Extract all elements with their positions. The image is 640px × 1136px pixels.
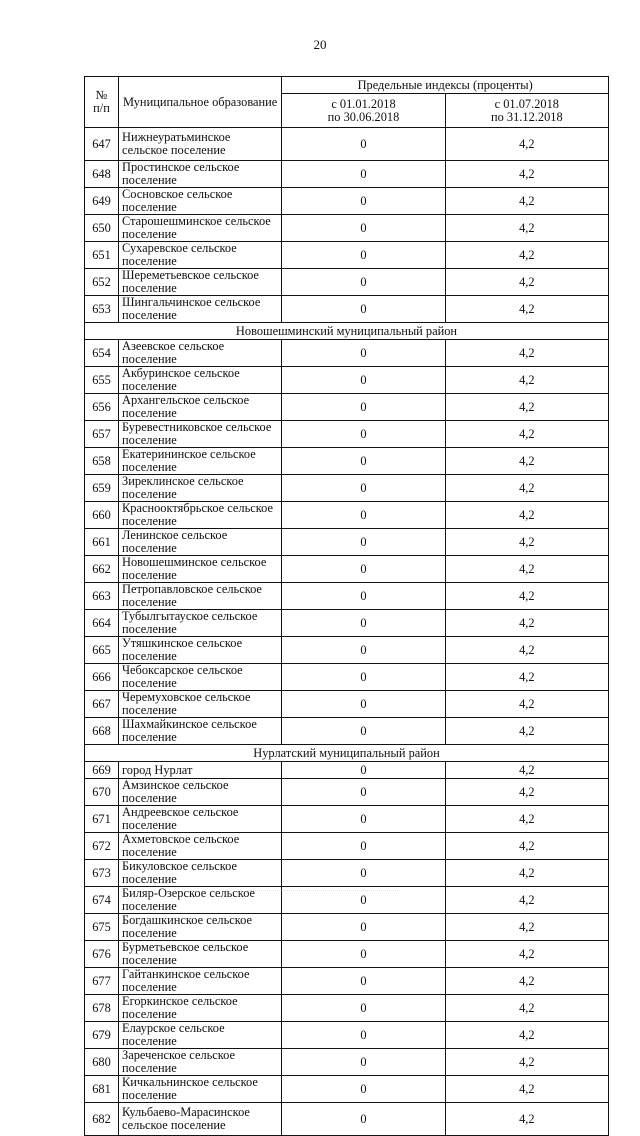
index-period-2: 4,2 xyxy=(445,215,608,242)
row-number: 657 xyxy=(85,421,119,448)
index-period-1: 0 xyxy=(282,1076,445,1103)
table-row xyxy=(85,367,609,394)
index-period-1: 0 xyxy=(282,610,445,637)
table-row xyxy=(85,968,609,995)
row-number: 676 xyxy=(85,941,119,968)
index-period-1: 0 xyxy=(282,968,445,995)
index-period-1: 0 xyxy=(282,215,445,242)
index-period-2: 4,2 xyxy=(445,583,608,610)
index-period-2: 4,2 xyxy=(445,394,608,421)
municipality-name: Сосновское сельское поселение xyxy=(119,188,282,215)
index-period-2: 4,2 xyxy=(445,1103,608,1136)
municipality-name: Ахметовское сельское поселение xyxy=(119,833,282,860)
index-period-2: 4,2 xyxy=(445,941,608,968)
municipality-name: Биляр-Озерское сельское поселение xyxy=(119,887,282,914)
table-row xyxy=(85,215,609,242)
header-municipality: Муниципальное образование xyxy=(119,77,282,128)
index-period-1: 0 xyxy=(282,941,445,968)
index-period-2: 4,2 xyxy=(445,529,608,556)
table-row xyxy=(85,914,609,941)
table-body xyxy=(85,128,609,1136)
municipality-name: Амзинское сельское поселение xyxy=(119,779,282,806)
municipality-name: Черемуховское сельское поселение xyxy=(119,691,282,718)
table-row xyxy=(85,833,609,860)
index-period-2: 4,2 xyxy=(445,718,608,745)
index-period-1: 0 xyxy=(282,161,445,188)
table-row xyxy=(85,394,609,421)
table-row xyxy=(85,664,609,691)
index-period-2: 4,2 xyxy=(445,806,608,833)
row-number: 652 xyxy=(85,269,119,296)
municipality-name: Егоркинское сельское поселение xyxy=(119,995,282,1022)
index-period-2: 4,2 xyxy=(445,610,608,637)
index-period-1: 0 xyxy=(282,529,445,556)
municipality-name: Акбуринское сельское поселение xyxy=(119,367,282,394)
index-period-2: 4,2 xyxy=(445,779,608,806)
municipality-name: Ленинское сельское поселение xyxy=(119,529,282,556)
table-row xyxy=(85,1103,609,1136)
scan-artifact xyxy=(250,890,400,897)
index-period-1: 0 xyxy=(282,128,445,161)
municipality-name: Шингальчинское сельское поселение xyxy=(119,296,282,323)
table-row xyxy=(85,718,609,745)
district-header-row xyxy=(85,323,609,340)
header-period-2: с 01.07.2018 по 31.12.2018 xyxy=(445,94,608,128)
table-row xyxy=(85,161,609,188)
indices-table xyxy=(84,76,609,1136)
municipality-name: Бурметьевское сельское поселение xyxy=(119,941,282,968)
index-period-1: 0 xyxy=(282,779,445,806)
page-number: 20 xyxy=(313,37,327,52)
header-row-1 xyxy=(85,77,609,94)
row-number: 649 xyxy=(85,188,119,215)
table-row xyxy=(85,269,609,296)
index-period-2: 4,2 xyxy=(445,188,608,215)
index-period-2: 4,2 xyxy=(445,995,608,1022)
municipality-name: Екатерининское сельское поселение xyxy=(119,448,282,475)
index-period-1: 0 xyxy=(282,394,445,421)
municipality-name: Нижнеуратьминское сельское поселение xyxy=(119,128,282,161)
municipality-name: Сухаревское сельское поселение xyxy=(119,242,282,269)
row-number: 680 xyxy=(85,1049,119,1076)
row-number: 656 xyxy=(85,394,119,421)
municipality-name: Кульбаево-Марасинское сельское поселение xyxy=(119,1103,282,1136)
municipality-name: Старошешминское сельское поселение xyxy=(119,215,282,242)
index-period-1: 0 xyxy=(282,914,445,941)
index-period-2: 4,2 xyxy=(445,1022,608,1049)
index-period-2: 4,2 xyxy=(445,968,608,995)
table-row xyxy=(85,296,609,323)
row-number: 666 xyxy=(85,664,119,691)
index-period-2: 4,2 xyxy=(445,242,608,269)
index-period-1: 0 xyxy=(282,995,445,1022)
index-period-2: 4,2 xyxy=(445,421,608,448)
municipality-name: Зареченское сельское поселение xyxy=(119,1049,282,1076)
municipality-name: Краснооктябрьское сельское поселение xyxy=(119,502,282,529)
row-number: 647 xyxy=(85,128,119,161)
index-period-2: 4,2 xyxy=(445,637,608,664)
table-row xyxy=(85,1049,609,1076)
index-period-1: 0 xyxy=(282,502,445,529)
district-name: Новошешминский муниципальный район xyxy=(85,323,609,340)
row-number: 674 xyxy=(85,887,119,914)
municipality-name: Андреевское сельское поселение xyxy=(119,806,282,833)
district-name: Нурлатский муниципальный район xyxy=(85,745,609,762)
header-period-1: с 01.01.2018 по 30.06.2018 xyxy=(282,94,445,128)
table-row xyxy=(85,762,609,779)
index-period-1: 0 xyxy=(282,833,445,860)
row-number: 659 xyxy=(85,475,119,502)
row-number: 662 xyxy=(85,556,119,583)
index-period-2: 4,2 xyxy=(445,833,608,860)
header-indices: Предельные индексы (проценты) xyxy=(282,77,609,94)
municipality-name: город Нурлат xyxy=(119,762,282,779)
municipality-name: Азеевское сельское поселение xyxy=(119,340,282,367)
row-number: 650 xyxy=(85,215,119,242)
municipality-name: Буревестниковское сельское поселение xyxy=(119,421,282,448)
municipality-name: Кичкальнинское сельское поселение xyxy=(119,1076,282,1103)
index-period-1: 0 xyxy=(282,367,445,394)
index-period-1: 0 xyxy=(282,340,445,367)
index-period-1: 0 xyxy=(282,691,445,718)
table-row xyxy=(85,1076,609,1103)
table-row xyxy=(85,779,609,806)
index-period-1: 0 xyxy=(282,475,445,502)
table-row xyxy=(85,806,609,833)
municipality-name: Архангельское сельское поселение xyxy=(119,394,282,421)
municipality-name: Гайтанкинское сельское поселение xyxy=(119,968,282,995)
table-row xyxy=(85,188,609,215)
municipality-name: Чебоксарское сельское поселение xyxy=(119,664,282,691)
index-period-2: 4,2 xyxy=(445,475,608,502)
index-period-2: 4,2 xyxy=(445,128,608,161)
table-row xyxy=(85,448,609,475)
index-period-1: 0 xyxy=(282,188,445,215)
municipality-name: Новошешминское сельское поселение xyxy=(119,556,282,583)
index-period-1: 0 xyxy=(282,664,445,691)
index-period-2: 4,2 xyxy=(445,448,608,475)
index-period-1: 0 xyxy=(282,806,445,833)
row-number: 678 xyxy=(85,995,119,1022)
row-number: 648 xyxy=(85,161,119,188)
index-period-1: 0 xyxy=(282,887,445,914)
index-period-2: 4,2 xyxy=(445,887,608,914)
municipality-name: Шахмайкинское сельское поселение xyxy=(119,718,282,745)
index-period-2: 4,2 xyxy=(445,1049,608,1076)
row-number: 671 xyxy=(85,806,119,833)
row-number: 658 xyxy=(85,448,119,475)
row-number: 673 xyxy=(85,860,119,887)
row-number: 660 xyxy=(85,502,119,529)
index-period-2: 4,2 xyxy=(445,664,608,691)
index-period-2: 4,2 xyxy=(445,914,608,941)
header-number: № п/п xyxy=(85,77,119,128)
row-number: 672 xyxy=(85,833,119,860)
table-row xyxy=(85,1022,609,1049)
index-period-2: 4,2 xyxy=(445,556,608,583)
index-period-1: 0 xyxy=(282,637,445,664)
row-number: 653 xyxy=(85,296,119,323)
index-period-2: 4,2 xyxy=(445,691,608,718)
row-number: 651 xyxy=(85,242,119,269)
row-number: 681 xyxy=(85,1076,119,1103)
row-number: 677 xyxy=(85,968,119,995)
municipality-name: Простинское сельское поселение xyxy=(119,161,282,188)
table-row xyxy=(85,475,609,502)
table-row xyxy=(85,583,609,610)
municipality-name: Утяшкинское сельское поселение xyxy=(119,637,282,664)
index-period-1: 0 xyxy=(282,421,445,448)
index-period-2: 4,2 xyxy=(445,1076,608,1103)
index-period-1: 0 xyxy=(282,242,445,269)
table-row xyxy=(85,637,609,664)
index-period-1: 0 xyxy=(282,1049,445,1076)
municipality-name: Богдашкинское сельское поселение xyxy=(119,914,282,941)
table-row xyxy=(85,529,609,556)
index-period-1: 0 xyxy=(282,556,445,583)
row-number: 667 xyxy=(85,691,119,718)
index-period-1: 0 xyxy=(282,1103,445,1136)
row-number: 664 xyxy=(85,610,119,637)
row-number: 655 xyxy=(85,367,119,394)
table-row xyxy=(85,502,609,529)
index-period-1: 0 xyxy=(282,296,445,323)
table-row xyxy=(85,556,609,583)
table-row xyxy=(85,610,609,637)
municipality-name: Елаурское сельское поселение xyxy=(119,1022,282,1049)
index-period-2: 4,2 xyxy=(445,340,608,367)
table-row xyxy=(85,242,609,269)
municipality-name: Бикуловское сельское поселение xyxy=(119,860,282,887)
index-period-2: 4,2 xyxy=(445,161,608,188)
table-row xyxy=(85,995,609,1022)
row-number: 679 xyxy=(85,1022,119,1049)
index-period-1: 0 xyxy=(282,269,445,296)
index-period-2: 4,2 xyxy=(445,367,608,394)
municipality-name: Петропавловское сельское поселение xyxy=(119,583,282,610)
row-number: 675 xyxy=(85,914,119,941)
row-number: 669 xyxy=(85,762,119,779)
table-row xyxy=(85,941,609,968)
municipality-name: Шереметьевское сельское поселение xyxy=(119,269,282,296)
row-number: 670 xyxy=(85,779,119,806)
table-header xyxy=(85,77,609,128)
index-period-2: 4,2 xyxy=(445,269,608,296)
index-period-2: 4,2 xyxy=(445,502,608,529)
index-period-1: 0 xyxy=(282,583,445,610)
table-row xyxy=(85,128,609,161)
index-period-1: 0 xyxy=(282,860,445,887)
row-number: 668 xyxy=(85,718,119,745)
row-number: 682 xyxy=(85,1103,119,1136)
row-number: 663 xyxy=(85,583,119,610)
index-period-1: 0 xyxy=(282,448,445,475)
index-period-1: 0 xyxy=(282,1022,445,1049)
table-row xyxy=(85,860,609,887)
row-number: 654 xyxy=(85,340,119,367)
index-period-2: 4,2 xyxy=(445,762,608,779)
index-period-2: 4,2 xyxy=(445,296,608,323)
table-row xyxy=(85,340,609,367)
municipality-name: Зиреклинское сельское поселение xyxy=(119,475,282,502)
index-period-1: 0 xyxy=(282,762,445,779)
table-row xyxy=(85,421,609,448)
index-period-1: 0 xyxy=(282,718,445,745)
row-number: 665 xyxy=(85,637,119,664)
district-header-row xyxy=(85,745,609,762)
index-period-2: 4,2 xyxy=(445,860,608,887)
row-number: 661 xyxy=(85,529,119,556)
table-row xyxy=(85,691,609,718)
municipality-name: Тубылгытауское сельское поселение xyxy=(119,610,282,637)
